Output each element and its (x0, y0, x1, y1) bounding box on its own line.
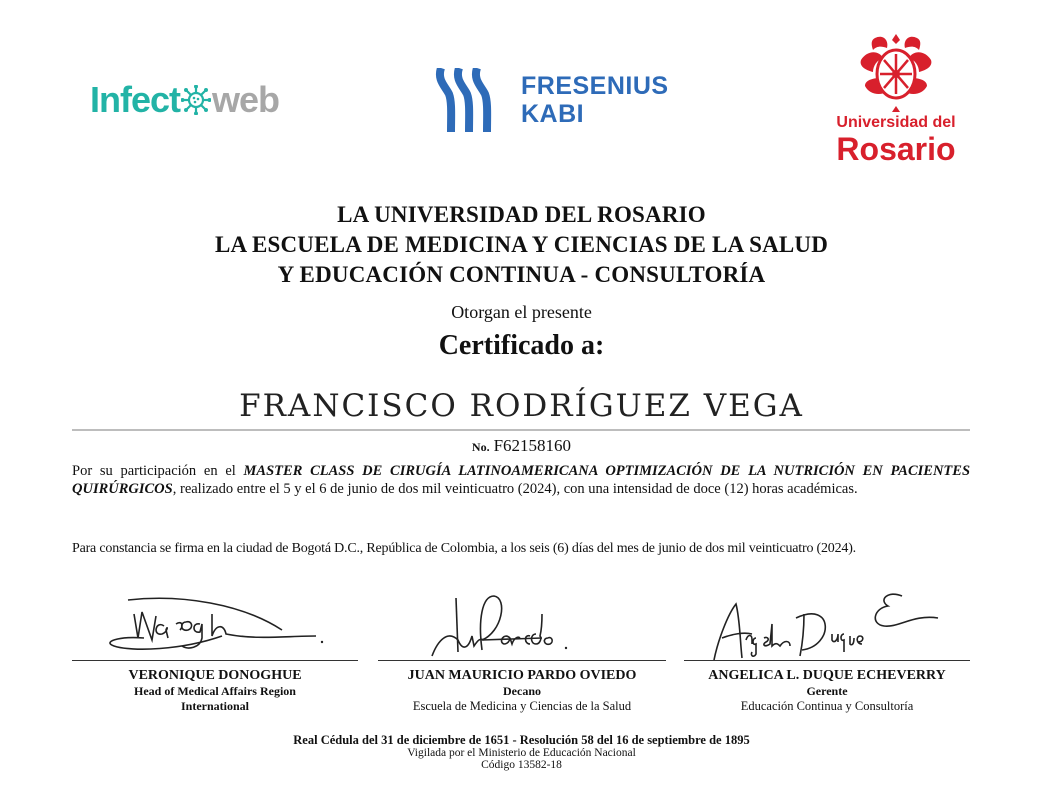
signature-block-pardo (378, 590, 666, 714)
wave-bars-icon (435, 68, 497, 132)
virus-icon (181, 85, 211, 115)
signature-line (72, 660, 358, 661)
subtitle: Otorgan el presente (451, 302, 592, 322)
footer-code: Código 13582-18 (481, 759, 562, 771)
kabi-text: KABI (521, 100, 585, 128)
signature-block-duque (684, 590, 970, 714)
heading-line-1: LA UNIVERSIDAD DEL ROSARIO (337, 202, 706, 227)
universidad-del-rosario-logo (826, 30, 966, 166)
signatory-role: Head of Medical Affairs Region (134, 684, 296, 698)
infectoweb-logo-text-secondary: web (212, 79, 280, 120)
infectoweb-logo (90, 78, 279, 122)
crest-icon (853, 30, 939, 112)
signatory-role: Gerente (806, 684, 848, 698)
signatory-department: Educación Continua y Consultoría (740, 699, 914, 713)
participation-suffix: , realizado entre el 5 y el 6 de junio de dos mil veinticuatro (2024), con una intensidad de doce (12) horas académicas. (172, 481, 858, 497)
certificate-number-value: F62158160 (493, 436, 572, 455)
certificate-number (0, 436, 1043, 456)
signatory-department: Escuela de Medicina y Ciencias de la Salud (412, 699, 632, 713)
footer-ministry: Vigilada por el Ministerio de Educación Nacional (407, 747, 636, 759)
signatory-name: VERONIQUE DONOGHUE (128, 668, 302, 683)
infectoweb-logo-text-primary: Infect (90, 79, 181, 120)
course-title: MASTER CLASS DE CIRUGÍA LATINOAMERICANA OPTIMIZACIÓN DE LA NUTRICIÓN EN PACIENTES QUIRÚRGICOS (72, 463, 971, 497)
signature-pardo-icon (378, 590, 666, 660)
signature-line (378, 660, 666, 661)
signature-block-donoghue (72, 590, 358, 714)
institution-heading (0, 200, 1043, 290)
certificate-number-label: No. (471, 440, 490, 454)
heading-line-3: Y EDUCACIÓN CONTINUA - CONSULTORÍA (277, 262, 766, 287)
signatory-name: JUAN MAURICIO PARDO OVIEDO (407, 668, 637, 683)
footer-royal-decree: Real Cédula del 31 de diciembre de 1651 - Resolución 58 del 16 de septiembre de 1895 (293, 733, 750, 747)
signatory-role: Decano (503, 684, 541, 698)
attestation-paragraph: Para constancia se firma en la ciudad de Bogotá D.C., República de Colombia, a los seis (6) días del mes de junio de dos mil veinticuatro (2024). (72, 541, 856, 556)
recipient-name: FRANCISCO RODRÍGUEZ VEGA (239, 388, 804, 424)
rosario-logo-line2: Rosario (836, 131, 956, 167)
certificate-title: Certificado a: (438, 330, 605, 361)
heading-line-2: LA ESCUELA DE MEDICINA Y CIENCIAS DE LA SALUD (214, 232, 829, 257)
signature-duque-icon (684, 590, 970, 660)
signatory-name: ANGELICA L. DUQUE ECHEVERRY (708, 668, 946, 683)
rosario-logo-line1: Universidad del (836, 114, 956, 131)
signature-donoghue-icon (72, 590, 358, 660)
signature-line (684, 660, 970, 661)
name-underline (72, 429, 970, 431)
signatory-department: International (180, 699, 249, 713)
participation-prefix: Por su participación en el (72, 463, 244, 479)
fresenius-text: FRESENIUS (521, 72, 669, 100)
legal-footer (0, 733, 1043, 771)
fresenius-kabi-logo (435, 68, 669, 132)
participation-paragraph (72, 462, 970, 498)
fresenius-kabi-wordmark (521, 72, 669, 128)
